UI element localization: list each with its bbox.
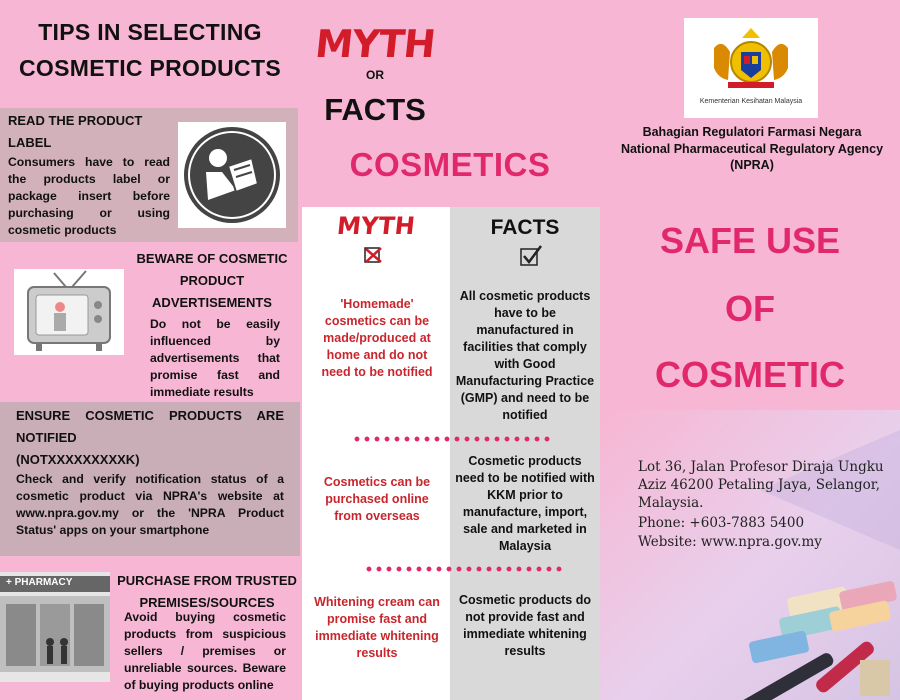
myth-title: MYTH: [313, 22, 437, 66]
trusted-premises-heading-line1: PURCHASE FROM TRUSTED: [117, 573, 297, 588]
notified-body-part3: apps on your smartphone: [56, 523, 210, 537]
notified-section: [0, 402, 300, 556]
cross-box-icon: [363, 244, 383, 264]
fact-3: Cosmetic products do not provide fast and immediate whitening results: [459, 593, 591, 658]
cosmetics-photo: [600, 410, 900, 700]
advertisement-body: Do not be easily influenced by advertisements that promise fast and immediate results: [150, 317, 280, 399]
checkmark-box-icon: [519, 244, 543, 268]
read-label-heading: READ THE PRODUCT LABEL: [8, 113, 143, 150]
facts-title: FACTS: [324, 92, 426, 127]
phone-text: Phone: +603-7883 5400: [638, 515, 805, 531]
notified-body-part2: or the: [118, 506, 189, 520]
logo-caption: Kementerian Kesihatan Malaysia: [699, 98, 803, 105]
safe-use-title-line1: SAFE USE: [659, 220, 841, 261]
dotted-divider: [364, 565, 564, 573]
notified-body-part1: Check and verify notification status of a cosmetic product via NPRA's website at: [16, 472, 284, 503]
fact-1: All cosmetic products have to be manufactured in facilities that comply with Good Manufacturing Practice (GMP) and need to be notified: [455, 289, 595, 422]
agency-name-english: National Pharmaceutical Regulatory Agency: [620, 142, 884, 156]
website-text: Website: www.npra.gov.my: [638, 534, 822, 550]
safe-use-title-line3: COSMETIC: [654, 354, 845, 395]
pharmacy-storefront-icon: [0, 572, 110, 682]
agency-name-malay: Bahagian Regulatori Farmasi Negara: [642, 125, 862, 139]
trusted-premises-body: Avoid buying cosmetic products from suspicious sellers / premises or unreliable sources. Beware of buying products online: [124, 610, 286, 692]
read-label-body: Consumers have to read the products label or package insert before purchasing or using cosmetic products: [8, 155, 170, 237]
notification-code: (NOTXXXXXXXXXK): [16, 452, 140, 467]
read-label-section: [0, 108, 298, 242]
safe-use-title-line2: OF: [725, 288, 775, 329]
myth-2: Cosmetics can be purchased online from overseas: [323, 475, 431, 523]
or-text: OR: [366, 68, 384, 82]
address-text: Lot 36, Jalan Profesor Diraja Ungku Aziz 46200 Petaling Jaya, Selangor, Malaysia.: [638, 459, 884, 511]
notified-body: [16, 471, 284, 539]
agency-abbreviation: (NPRA): [730, 158, 774, 172]
trusted-premises-heading-line2: PREMISES/SOURCES: [139, 595, 275, 610]
tips-title-line2: COSMETIC PRODUCTS: [19, 55, 281, 81]
notified-heading: ENSURE COSMETIC PRODUCTS ARE NOTIFIED: [16, 408, 284, 445]
advertisement-heading: [130, 248, 294, 314]
tips-title-line1: TIPS IN SELECTING: [38, 19, 262, 45]
advertisement-heading-line1: BEWARE OF COSMETIC: [136, 251, 288, 266]
myth-column-heading: MYTH: [335, 212, 417, 240]
ministry-logo: [684, 18, 818, 118]
trusted-premises-heading: [112, 570, 302, 614]
advertisement-heading-line3: ADVERTISEMENTS: [152, 295, 272, 310]
facts-column-heading: FACTS: [490, 216, 560, 239]
npra-url-text: www.npra.gov.my: [16, 506, 119, 520]
dotted-divider: [352, 435, 552, 443]
myth-1: 'Homemade' cosmetics can be made/produced at home and do not need to be notified: [321, 297, 433, 379]
myth-3: Whitening cream can promise fast and immediate whitening results: [314, 595, 440, 660]
npra-app-name: 'NPRA Product Status': [16, 506, 284, 537]
advertisement-heading-line2: PRODUCT: [179, 273, 245, 288]
fact-2: Cosmetic products need to be notified with KKM prior to manufacture, import, sale and marketed in Malaysia: [455, 454, 595, 553]
pharmacy-sign: + PHARMACY: [6, 577, 73, 588]
reading-person-icon: [178, 122, 286, 228]
cosmetics-title: COSMETICS: [349, 146, 551, 183]
tv-advertisement-icon: [14, 269, 124, 355]
tips-title: [0, 14, 300, 86]
